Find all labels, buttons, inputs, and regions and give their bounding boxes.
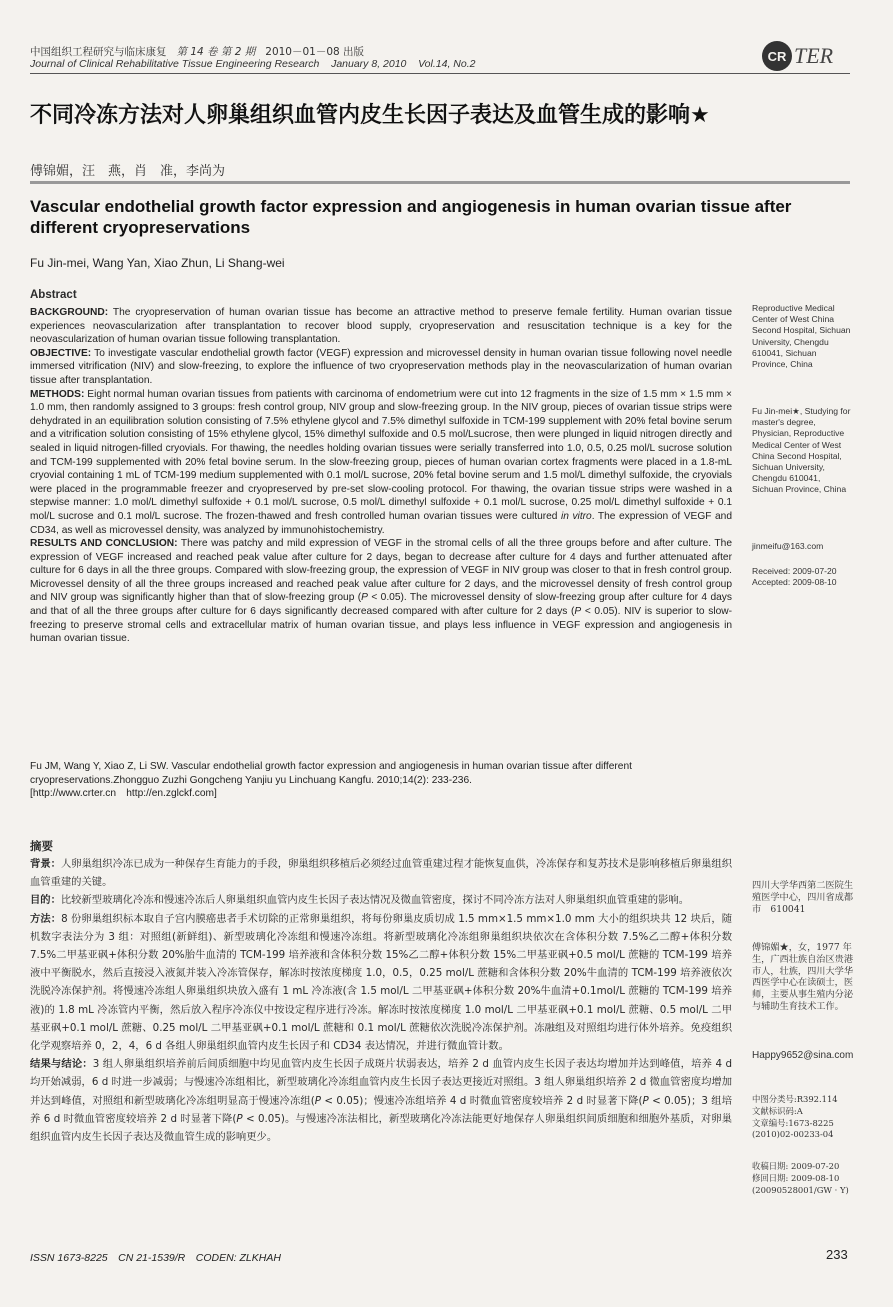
- citation-urls: [http://www.crter.cn http://en.zglckf.com]: [30, 788, 217, 800]
- abstract-results: [30, 537, 732, 646]
- objective-label-cn: 目的：: [30, 894, 61, 907]
- author-email-en: jinmeifu@163.com: [752, 541, 824, 551]
- abstract-background-cn: [30, 855, 732, 891]
- p-value-symbol: P: [642, 1094, 649, 1107]
- article-title-en: Vascular endothelial growth factor expression and angiogenesis in human ovarian tissue after different cryopreservations: [30, 197, 792, 237]
- methods-label: METHODS:: [30, 388, 85, 400]
- received-date-cn: 收稿日期: 2009-07-20: [752, 1161, 840, 1171]
- background-text: The cryopreservation of human ovarian tissue has become an attractive method to preserve female fertility. Human ovarian tissue experiences neovascularization after transplantation to recover blood supply, cryopreservation and resuscitation technique is a key for the neovascularization of human ovarian tissue following transplantation.: [30, 307, 733, 346]
- journal-issue-cn: 第 14 卷 第 2 期: [176, 46, 256, 58]
- journal-header-cn: [30, 44, 364, 59]
- abstract-background: [30, 306, 732, 347]
- objective-label: OBJECTIVE:: [30, 347, 92, 359]
- journal-header-en: [30, 58, 475, 70]
- journal-logo: [762, 40, 862, 72]
- p-value-symbol: P: [361, 592, 368, 604]
- volume-issue-en: Vol.14, No.2: [418, 58, 476, 70]
- results-text-3: < 0.05). NIV is superior to slow-freezing to preserve stromal cells and extracellular matrix of human ovarian tissue, and plays less influence in VEGF expression and angiogenesis in human ovarian tissue.: [30, 606, 732, 645]
- objective-text-cn: 比较新型玻璃化冷冻和慢速冷冻后人卵巢组织血管内皮生长因子表达情况及微血管密度，探讨不同冷冻方法对人卵巢组织血管重建的影响。: [60, 894, 689, 907]
- methods-label-cn: 方法：: [30, 912, 62, 925]
- results-text-cn-3: < 0.05)；3 组培养 6 d 时微血管密度较培养 2 d 时显著下降(: [30, 1094, 732, 1125]
- affiliation-cn: 四川大学华西第二医院生殖医学中心，四川省成都市 610041: [752, 880, 854, 915]
- footer-issn: ISSN 1673-8225 CN 21-1539/R CODEN: ZLKHAH: [30, 1252, 281, 1264]
- abstract-methods-cn: [30, 910, 732, 1056]
- authors-en: Fu Jin-mei, Wang Yan, Xiao Zhun, Li Shang-wei: [30, 256, 285, 270]
- p-value-symbol: P: [574, 606, 582, 618]
- title-divider: [30, 181, 850, 184]
- abstract-objective-cn: [30, 891, 732, 909]
- revised-date-cn: 修回日期: 2009-08-10: [752, 1173, 840, 1183]
- abstract-body-cn: [30, 855, 732, 1146]
- results-label: RESULTS AND CONCLUSION:: [30, 538, 178, 550]
- author-bio-cn: 傅锦媚★，女，1977 年生，广西壮族自治区贵港市人，壮族，四川大学华西医学中心在读硕士，医师，主要从事生殖内分泌与辅助生育技术工作。: [752, 942, 854, 1012]
- methods-text: Eight normal human ovarian tissues from patients with carcinoma of endometrium were cut into 12 fragments in the size of 1.5 mm × 1.5 mm × 1.0 mm, then randomly assigned to 3 groups: fresh control group, NIV group and slow-freezing group. In the NIV group, pieces of ovarian tissue strips were dehydrated in an equilibration solution consisting of 7.5% ethylene glycol and 7.5% dimethyl sulfoxide in TCM-199 supplement with 20% fetal bovine serum and a vitrification solution consisting of 15% ethylene glycol, 15% dimethyl sulfoxide and 0.5 mol/Lsucrose, then were plunged in liquid nitrogen directly and sealed in liquid nitrogen-filled cryovials. For thawing, the needles holding ovarian tissues were serially transferred into 1.0, 0.5, 0.25 mol/L sucrose solution and TCM-199 supplemented with 20% fetal bovine serum. In the slow-freezing group, pieces of human ovarian cortex fragments were placed in a 1.8-mL cryovial containing 1 mL of TCM-199 medium supplemented with 0.1 mol/L sucrose, 20% fetal bovine serum and 1.5 mol/L dimethyl sulfoxide, the cryovials were placed in the programmable freezer and cryopreserved by pre-set slow-cooling protocol. For thawing, the ovarian tissue strips were washed in a stepwise manner: 1.0 mol/L dimethyl sulfoxide + 0.1 mol/L sucrose, 0.5 mol/L dimethyl sulfoxide + 0.1 mol/L sucrose, 0.25 mol/L dimethyl sulfoxide + 0.1 mol/L sucrose and 0.1 mol/L sucrose. The frozen-thawed and fresh controlled human ovarian tissues were cultured: [30, 388, 732, 522]
- author-bio-en: Fu Jin-mei★, Studying for master's degree, Physician, Reproductive Medical Center of West China Second Hospital, Sichuan University, Chengdu 610041, Sichuan Province, China: [752, 406, 851, 495]
- manuscript-number: (20090528001/GW · Y): [752, 1185, 849, 1195]
- affiliation-en: Reproductive Medical Center of West China Second Hospital, Sichuan University, Chengdu 610041, Sichuan Province, China: [752, 303, 851, 370]
- methods-text-cn: 8 份卵巢组织标本取自子宫内膜癌患者手术切除的正常卵巢组织，将每份卵巢皮质切成 1.5 mm×1.5 mm×1.0 mm 大小的组织块共 12 块后，随机数字表法分为 3 组：对照组(新鲜组)、新型玻璃化冷冻组和慢速冷冻组。将新型玻璃化冷冻组卵巢组织块依次在含体积分数 7.5%乙二醇+体积分数 7.5%二甲基亚砜+体积分数 20%胎牛血清的 TCM-199 培养液和含体积分数 15%乙二醇+体积分数 15%二甲基亚砜+0.5 mol/L 蔗糖的 TCM-199 培养液中平衡脱水，然后直接浸入液氮并装入冷冻管保存，解冻时按浓度梯度 1.0，0.5，0.25 mol/L 蔗糖和含体积分数 20%牛血清的 TCM-199 培养液依次洗脱冷冻保护剂。将慢速冷冻组人卵巢组织块放入盛有 1 mL 冷冻液(含 1.5 mol/L 二甲基亚砜+体积分数 20%牛血清+0.1mol/L 蔗糖的 TCM-199 培养液)的 1.8 mL 冷冻管内平衡，然后放入程序冷冻仪中按设定程序进行冷冻。解冻时按浓度梯度 1.0 mol/L 二甲基亚砜+0.1 mol/L 蔗糖、0.5 mol/L 二甲基亚砜+0.1 mol/L 蔗糖、0.25 mol/L 二甲基亚砜+0.1 mol/L 蔗糖和 0.1 mol/L 蔗糖依次洗脱冷冻保护剂。冻融组及对照组均进行体外培养。免疫组织化学观察培养 0，2，4，6 d 各组人卵巢组织血管内皮生长因子和 CD34 表达情况，并进行微血管计数。: [30, 912, 732, 1053]
- page-number: 233: [826, 1247, 848, 1262]
- abstract-heading-en: Abstract: [30, 289, 77, 301]
- journal-name-en: Journal of Clinical Rehabilitative Tissue Engineering Research: [30, 58, 320, 70]
- article-title-cn: 不同冷冻方法对人卵巢组织血管内皮生长因子表达及血管生成的影响★: [30, 103, 710, 128]
- background-label-cn: 背景：: [30, 858, 61, 870]
- background-text-cn: 人卵巢组织冷冻已成为一种保存生育能力的手段，卵巢组织移植后必须经过血管重建过程才能恢复血供，冷冻保存和复苏技术是影响移植后卵巢组织血管重建的关键。: [30, 858, 733, 889]
- article-number: 文章编号:1673-8225 (2010)02-00233-04: [752, 1118, 834, 1139]
- methods-text-end: . The expression of VEGF and CD34, as well as microvessel density, was analyzed by immunohistochemistry.: [30, 510, 732, 536]
- results-text-cn-2: < 0.05)；慢速冷冻组培养 4 d 时微血管密度较培养 2 d 时显著下降(: [321, 1094, 643, 1107]
- abstract-heading-cn: 摘要: [30, 839, 53, 853]
- logo-mark: CR: [762, 41, 792, 71]
- results-text-cn-1: 3 组人卵巢组织培养前后间质细胞中均见血管内皮生长因子成斑片状弱表达，培养 2 d 血管内皮生长因子表达均增加并达到峰值，培养 4 d 均开始减弱，6 d 时进一步减弱；与慢速冷冻组相比，新型玻璃化冷冻组血管内皮生长因子表达更接近对照组。3 组人卵巢组织培养 2 d 微血管密度均增加并达到峰值，对照组和新型玻璃化冷冻组明显高于慢速冷冻组(: [30, 1058, 732, 1107]
- logo-text: TER: [794, 43, 834, 68]
- abstract-body-en: [30, 306, 732, 646]
- journal-name-cn: 中国组织工程研究与临床康复: [30, 46, 167, 58]
- p-value-symbol: P: [236, 1112, 243, 1125]
- methods-italic: in vitro: [561, 510, 592, 522]
- results-label-cn: 结果与结论：: [30, 1058, 93, 1071]
- results-text-1: There was patchy and mild expression of VEGF in the stromal cells of all the three groups before and after culture. The expression of VEGF increased and reached peak value after culture for 2 days, began to decrease after culture for 4 days and further attenuated after culture for 6 days in all the three groups. Compared with slow-freezing group, the expression of VEGF in NIV group was closer to that in fresh control group. Microvessel density of all the three groups increased and reached peak value after culture for 2 days, and the microvessel density of fresh control group and NIV group was significantly higher than that of slow-freezing group (: [30, 538, 732, 604]
- header-rule: [30, 73, 850, 74]
- abstract-methods: [30, 388, 732, 538]
- p-value-symbol: P: [314, 1094, 321, 1107]
- citation-block: [30, 760, 732, 801]
- class-number: 中图分类号:R392.114: [752, 1094, 838, 1104]
- authors-cn: 傅锦媚，汪 燕，肖 准，李尚为: [30, 164, 226, 179]
- publish-date-en: January 8, 2010: [331, 58, 407, 70]
- author-email-cn: Happy9652@sina.com: [752, 1050, 854, 1061]
- abstract-objective: [30, 347, 732, 388]
- document-code: 文献标识码:A: [752, 1106, 803, 1116]
- accepted-date-en: Accepted: 2009-08-10: [752, 577, 837, 587]
- publish-date-cn: 2010－01－08 出版: [265, 46, 365, 58]
- objective-text: To investigate vascular endothelial growth factor (VEGF) expression and microvessel density in human ovarian tissue following novel needle immersed vitrification (NIV) and slow-freezing, to explore the influence of two cryopreservation methods play in the neovascularization of human ovarian tissue after transplantation.: [30, 347, 732, 386]
- results-text-2: < 0.05). The microvessel density of slow-freezing group after culture for 4 days and that of all the three groups after culture for 6 days significantly decreased compared with after culture for 2 days (: [30, 592, 732, 618]
- citation-text: Fu JM, Wang Y, Xiao Z, Li SW. Vascular endothelial growth factor expression and angiogenesis in human ovarian tissue after different cryopreservations.Zhongguo Zuzhi Gongcheng Yanjiu yu Linchuang Kangfu. 2010;14(2): 233-236.: [30, 761, 632, 786]
- received-date-en: Received: 2009-07-20: [752, 566, 837, 576]
- results-text-cn-4: < 0.05)。与慢速冷冻法相比，新型玻璃化冷冻法能更好地保存人卵巢组织间质细胞和细胞外基质，对卵巢组织血管内皮生长因子表达及微血管生成的影响更少。: [30, 1112, 732, 1144]
- background-label: BACKGROUND:: [30, 307, 109, 318]
- abstract-results-cn: [30, 1055, 732, 1146]
